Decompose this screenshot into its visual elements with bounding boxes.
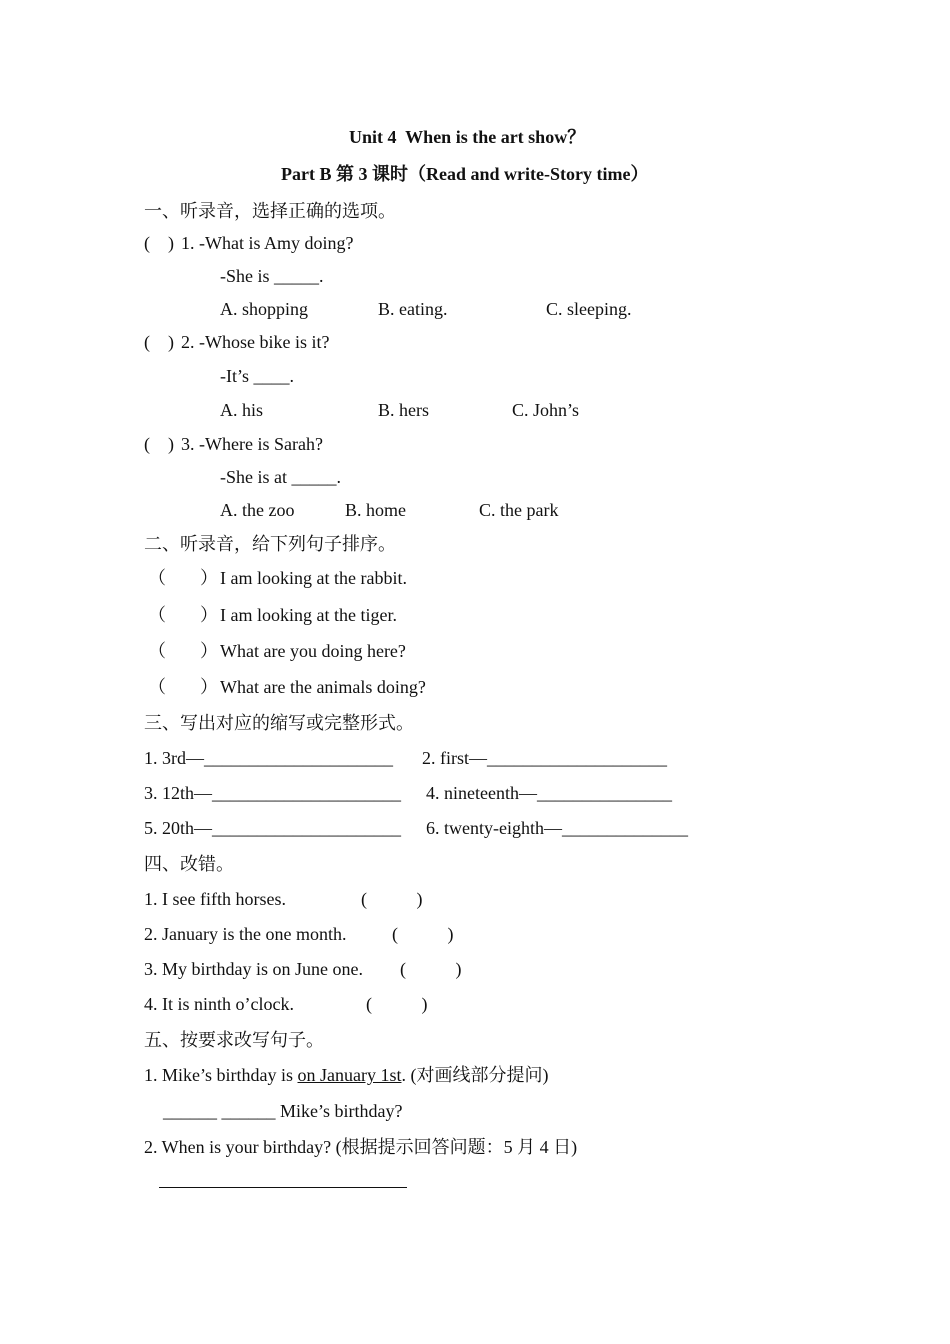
order-paren-open[interactable]: （ — [148, 641, 166, 661]
q2-question: 2. -Whose bike is it? — [181, 332, 330, 352]
abbrev-item[interactable]: 2. first—____________________ — [422, 748, 667, 768]
q2-response: -It’s ____. — [220, 366, 294, 386]
abbrev-item[interactable]: 5. 20th—_____________________ — [144, 818, 402, 838]
section3-heading: 三、写出对应的缩写或完整形式。 — [144, 713, 414, 733]
q2-option-b: B. hers — [378, 400, 429, 420]
q3-response: -She is at _____. — [220, 467, 341, 487]
q3-option-c: C. the park — [479, 500, 559, 520]
abbrev-item[interactable]: 6. twenty-eighth—______________ — [426, 818, 688, 838]
order-paren-open[interactable]: （ — [148, 568, 166, 588]
order-sentence: I am looking at the rabbit. — [220, 568, 407, 588]
correction-paren[interactable]: ( ) — [366, 994, 428, 1014]
section5-heading: 五、按要求改写句子。 — [144, 1030, 324, 1050]
abbrev-item[interactable]: 4. nineteenth—_______________ — [426, 783, 672, 803]
order-paren-open[interactable]: （ — [148, 605, 166, 625]
section2-heading: 二、听录音，给下列句子排序。 — [144, 534, 396, 554]
abbrev-item[interactable]: 1. 3rd—_____________________ — [144, 748, 393, 768]
correction-paren[interactable]: ( ) — [392, 924, 454, 944]
rewrite-q1-answer-line[interactable]: ______ ______ Mike’s birthday? — [163, 1101, 403, 1121]
q2-option-c: C. John’s — [512, 400, 580, 420]
rewrite-q1 — [144, 1064, 548, 1086]
order-sentence: What are the animals doing? — [220, 677, 426, 697]
correction-sentence: 3. My birthday is on June one. — [144, 959, 363, 979]
rewrite-q1-post: . (对画线部分提问) — [401, 1065, 549, 1085]
q1-option-b: B. eating. — [378, 299, 448, 319]
order-paren-open[interactable]: （ — [148, 677, 166, 697]
correction-paren[interactable]: ( ) — [400, 959, 462, 979]
order-paren-close: ） — [200, 677, 218, 697]
q2-option-a: A. his — [220, 400, 264, 420]
correction-sentence: 2. January is the one month. — [144, 924, 347, 944]
rewrite-q2-answer-blank[interactable] — [159, 1187, 407, 1188]
page-title: Unit 4 When is the art show？ — [349, 127, 586, 147]
q1-option-c: C. sleeping. — [546, 299, 632, 319]
rewrite-q1-pre: 1. Mike’s birthday is — [144, 1065, 298, 1085]
q3-option-b: B. home — [345, 500, 406, 520]
q1-response: -She is _____. — [220, 266, 324, 286]
q1-answer-paren[interactable]: ( ) — [144, 233, 174, 253]
q2-answer-paren[interactable]: ( ) — [144, 332, 174, 352]
q1-question: 1. -What is Amy doing? — [181, 233, 354, 253]
order-paren-close: ） — [200, 605, 218, 625]
rewrite-q1-underlined: on January 1st — [297, 1065, 402, 1085]
q1-option-a: A. shopping — [220, 299, 309, 319]
page-subtitle: Part B 第 3 课时（Read and write-Story time） — [281, 164, 649, 184]
abbrev-item[interactable]: 3. 12th—_____________________ — [144, 783, 402, 803]
rewrite-q2: 2. When is your birthday? (根据提示回答问题：5 月 4 日) — [144, 1137, 578, 1157]
order-sentence: What are you doing here? — [220, 641, 406, 661]
order-paren-close: ） — [200, 641, 218, 661]
section1-heading: 一、听录音，选择正确的选项。 — [144, 201, 396, 221]
q3-answer-paren[interactable]: ( ) — [144, 434, 174, 454]
correction-sentence: 4. It is ninth o’clock. — [144, 994, 294, 1014]
q3-question: 3. -Where is Sarah? — [181, 434, 323, 454]
section4-heading: 四、改错。 — [144, 854, 234, 874]
correction-paren[interactable]: ( ) — [361, 889, 423, 909]
order-sentence: I am looking at the tiger. — [220, 605, 397, 625]
correction-sentence: 1. I see fifth horses. — [144, 889, 286, 909]
q3-option-a: A. the zoo — [220, 500, 295, 520]
order-paren-close: ） — [200, 568, 218, 588]
